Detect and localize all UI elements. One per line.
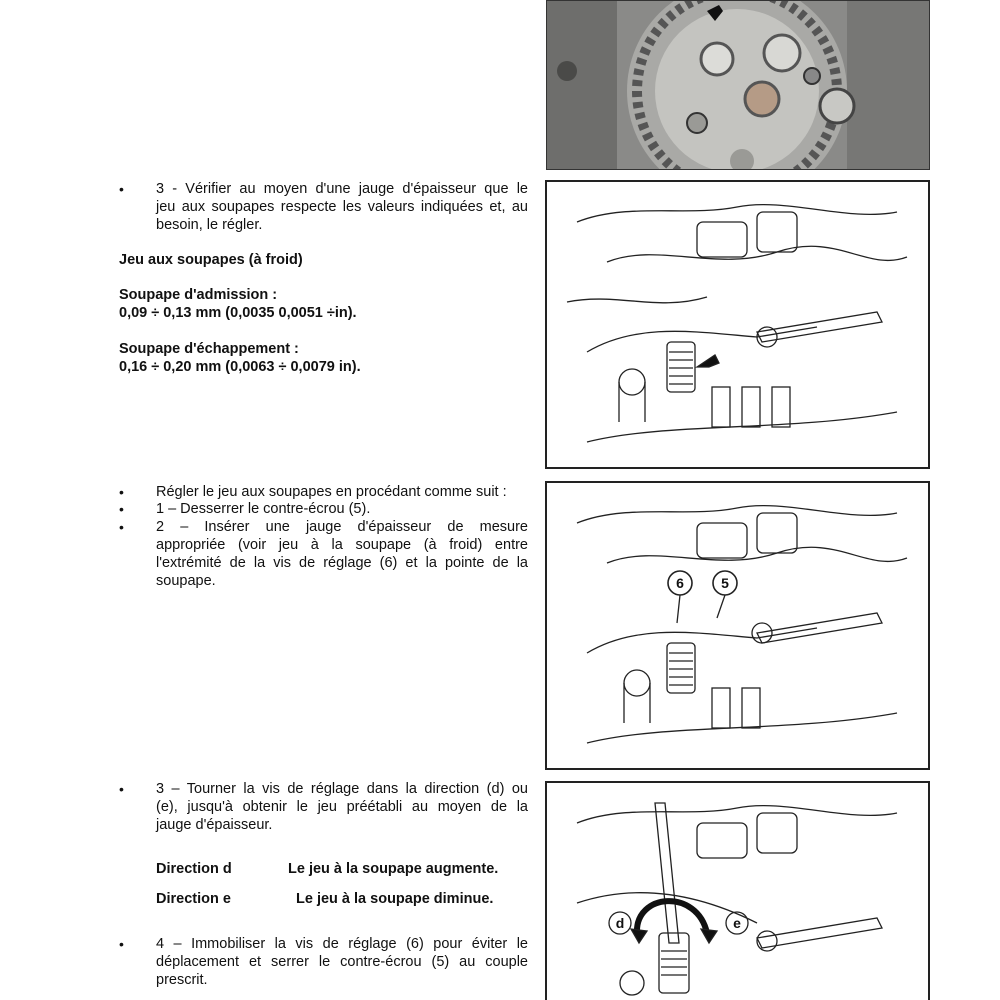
label-e: e	[733, 915, 741, 931]
text-line: 3 - Vérifier au moyen d'une jauge d'épaisseur que le	[156, 181, 528, 197]
bullet: •	[119, 484, 124, 500]
step3-turn-text	[156, 780, 528, 834]
direction-d-label: Direction d	[156, 861, 232, 877]
bullet: •	[119, 519, 124, 535]
intake-value: 0,09 ÷ 0,13 mm (0,0035 0,0051 ÷in).	[119, 305, 357, 321]
direction-e-text: Le jeu à la soupape diminue.	[296, 891, 494, 907]
bullet: •	[119, 181, 124, 197]
adjust-step1: 1 – Desserrer le contre-écrou (5).	[156, 501, 371, 517]
label-5: 5	[721, 575, 729, 591]
figure-feeler-gauge	[545, 180, 930, 469]
intake-label: Soupape d'admission :	[119, 287, 278, 303]
text-line: (e), jusqu'à obtenir le jeu préétabli au moyen de la	[156, 799, 528, 815]
figure-adjust-direction	[545, 781, 930, 1000]
bullet: •	[119, 781, 124, 797]
text-line: soupape.	[156, 573, 216, 589]
bullet: •	[119, 936, 124, 952]
engine-photo	[546, 0, 930, 170]
text-line: prescrit.	[156, 972, 208, 988]
figure-locknut-screw	[545, 481, 930, 770]
exhaust-value: 0,16 ÷ 0,20 mm (0,0063 ÷ 0,0079 in).	[119, 359, 361, 375]
text-line: l'extrémité de la vis de réglage (6) et la pointe de la	[156, 555, 528, 571]
label-6: 6	[676, 575, 684, 591]
step4-text	[156, 935, 528, 989]
text-line: besoin, le régler.	[156, 217, 263, 233]
adjust-intro: Régler le jeu aux soupapes en procédant comme suit :	[156, 484, 507, 500]
text-line: 3 – Tourner la vis de réglage dans la direction (d) ou	[156, 781, 528, 797]
text-line: déplacement et serrer le contre-écrou (5) au couple	[156, 954, 528, 970]
step3-check-text	[156, 180, 528, 234]
text-line: 4 – Immobiliser la vis de réglage (6) pour éviter le	[156, 936, 528, 952]
text-line: jeu aux soupapes respecte les valeurs indiquées et, au	[156, 199, 528, 215]
adjust-step2	[156, 518, 528, 590]
text-line: 2 – Insérer une jauge d'épaisseur de mesure	[156, 519, 528, 535]
bullet: •	[119, 501, 124, 517]
exhaust-label: Soupape d'échappement :	[119, 341, 299, 357]
direction-d-text: Le jeu à la soupape augmente.	[288, 861, 499, 877]
label-d: d	[615, 915, 625, 931]
clearance-heading: Jeu aux soupapes (à froid)	[119, 252, 303, 268]
direction-e-label: Direction e	[156, 891, 231, 907]
text-line: appropriée (voir jeu à la soupape (à froid) entre	[156, 537, 528, 553]
text-line: jauge d'épaisseur.	[156, 817, 273, 833]
